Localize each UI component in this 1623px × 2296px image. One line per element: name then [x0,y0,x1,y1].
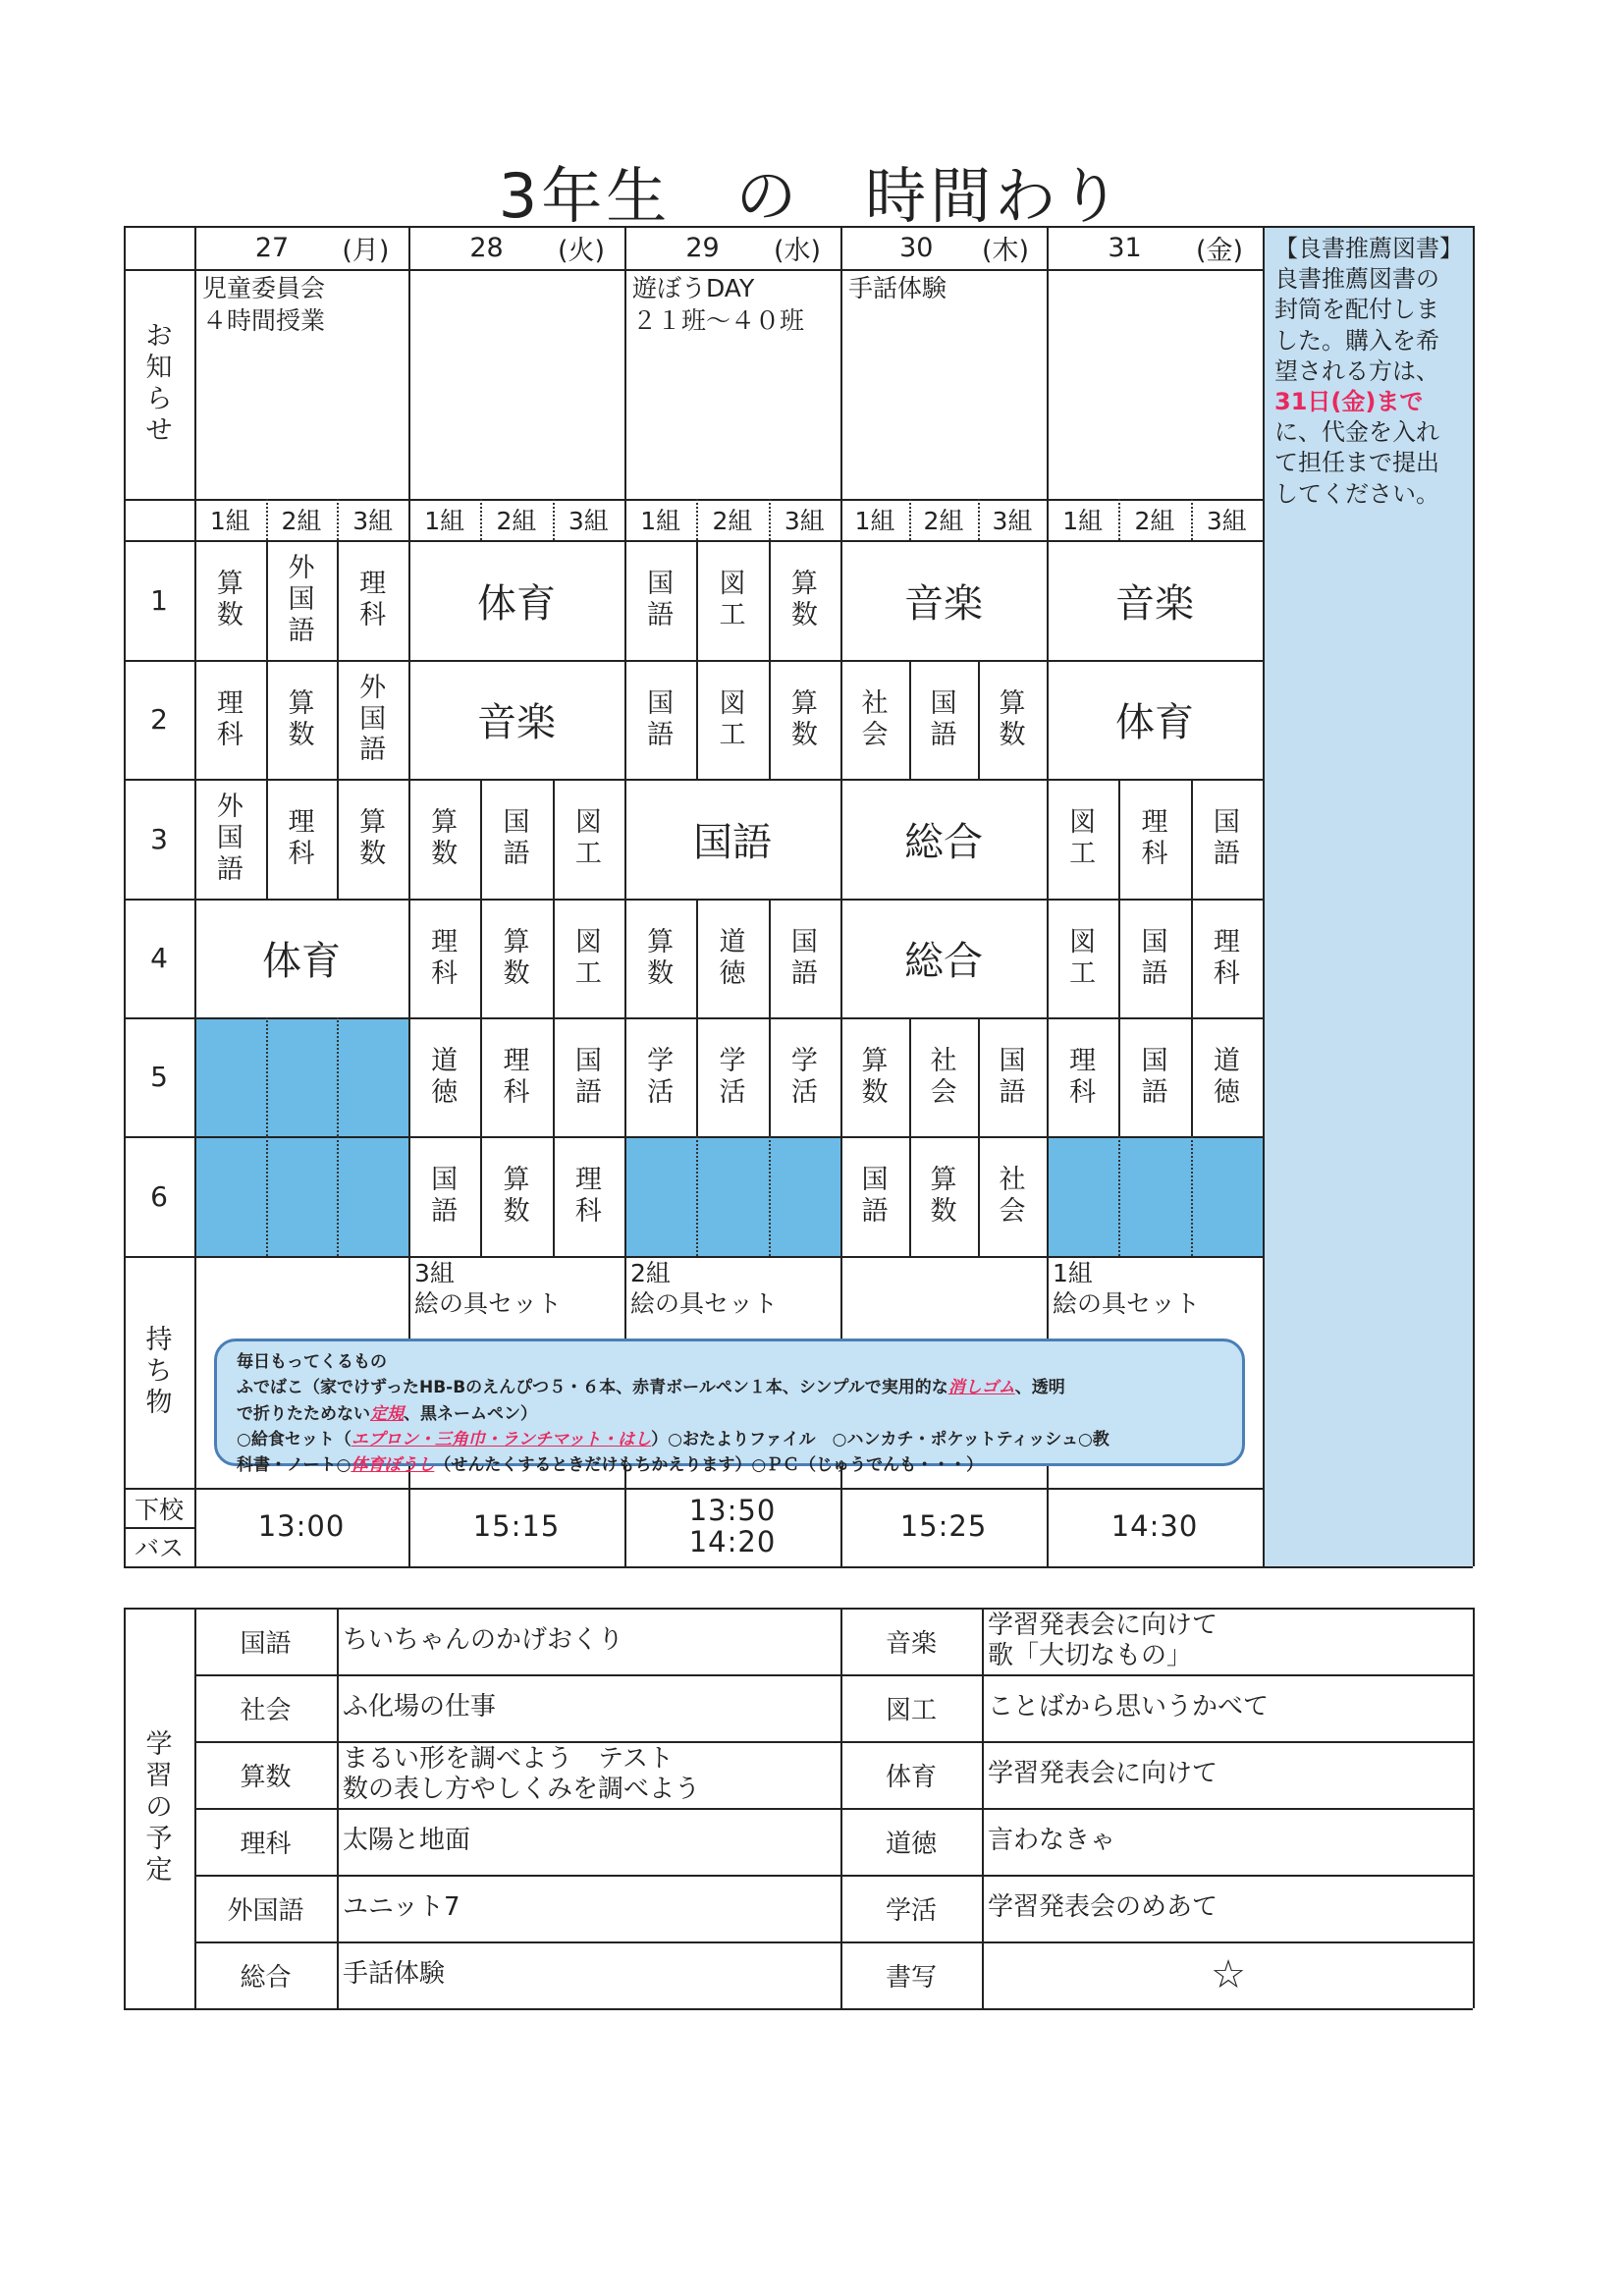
class-label: 3組 [352,507,394,535]
belongings-text: 3組 絵の具セット [414,1259,563,1319]
subject-all-classes: 総合 [904,939,983,984]
subject-cell: 社 会 [930,1045,957,1108]
notice-text: 手話体験 [848,274,947,302]
v-line [696,899,698,1017]
v-line [769,899,771,1017]
v-line [553,1017,555,1136]
side-note-text: 良書推薦図書の封筒を配付しました。購入を希望される方は、 [1274,265,1439,385]
subject-all-classes: 音楽 [904,580,983,627]
v-line [696,540,698,660]
dotted-line [553,499,555,540]
empty-period [1047,1136,1263,1256]
class-label: 1組 [640,507,681,535]
plan-v-line [1473,1608,1475,2008]
subject-cell: 国 語 [1141,1045,1168,1108]
subject-cell: 道 徳 [719,926,746,989]
subject-cell: 学 活 [647,1045,675,1108]
daily-line-4: 科書・ノート○体育ぼうし（せんたくするときだけもちかえります）○ＰＣ（じゅうでんも・・・） [237,1455,984,1476]
v-line [909,1136,911,1256]
dotted-line [978,499,980,540]
table-right [1473,226,1475,1566]
subject-cell: 図 工 [1069,926,1097,989]
dismissal-time: 13:50 14:20 [688,1494,777,1558]
v-line [909,660,911,779]
plan-subject-2: 学活 [885,1895,937,1926]
subject-cell: 算 数 [999,687,1026,750]
subject-all-classes: 音楽 [1115,580,1194,627]
subject-cell: 国 語 [647,569,675,630]
v-line [1191,1017,1193,1136]
empty-period [624,1136,840,1256]
h-line [124,540,1263,542]
plan-content-2: ☆ [1211,1952,1246,1997]
dismissal-time: 15:15 [472,1509,561,1544]
subject-all-classes: 総合 [904,819,983,865]
v-line [266,660,268,779]
table-bottom [124,1566,1473,1568]
dotted-line [266,1017,268,1136]
v-line [480,1017,482,1136]
dotted-line [696,1136,698,1256]
subject-cell: 外 国 語 [359,672,387,766]
subject-cell: 算 数 [216,569,243,630]
v-line [553,1136,555,1256]
plan-subject: 算数 [240,1762,292,1792]
v-line [266,540,268,660]
subject-cell: 理 科 [574,1165,602,1227]
day-date: 27 [254,232,290,263]
v-line [769,1017,771,1136]
dotted-line [1191,1136,1193,1256]
v-line [337,540,339,660]
subject-cell: 国 語 [790,926,818,989]
subject-cell: 算 数 [431,807,459,869]
dotted-line [266,1136,268,1256]
v-line [769,540,771,660]
subject-cell: 理 科 [1069,1045,1097,1108]
subject-cell: 図 工 [719,569,746,630]
dismissal-time: 15:25 [899,1509,988,1544]
subject-all-classes: 体育 [1115,700,1194,745]
plan-content: 太陽と地面 [343,1826,471,1856]
subject-cell: 図 工 [574,926,602,989]
subject-cell: 国 語 [1213,807,1240,869]
belongings-label: 持 ち 物 [145,1325,173,1418]
plan-subject-2: 書写 [885,1962,937,1993]
class-label: 2組 [712,507,753,535]
plan-v-line [337,1608,339,2008]
dotted-line [480,499,482,540]
h-line [124,499,1263,501]
day-date: 30 [899,232,934,263]
day-of-week: (水) [773,235,822,266]
dotted-line [337,499,339,540]
v-line [978,660,980,779]
bus-label: バス [134,1534,184,1562]
subject-all-classes: 体育 [262,939,341,984]
plan-bottom [124,2008,1473,2010]
class-label: 1組 [854,507,895,535]
subject-cell: 理 科 [216,687,243,750]
subject-cell: 外 国 語 [216,792,243,885]
plan-content-2: 言わなきゃ [988,1826,1116,1856]
plan-content: ふ化場の仕事 [343,1692,497,1722]
subject-cell: 理 科 [288,807,315,869]
subject-cell: 算 数 [288,687,315,750]
v-line [1118,899,1120,1017]
v-line [553,899,555,1017]
plan-v-line [982,1608,984,2008]
subject-cell: 外 国 語 [288,553,315,646]
plan-label: 学 習 の 予 定 [145,1729,173,1886]
day-of-week: (金) [1195,235,1244,266]
dotted-line [337,1017,339,1136]
plan-subject-2: 音楽 [885,1628,937,1659]
period-number: 3 [150,822,168,855]
v-line [480,779,482,899]
dismissal-time: 14:30 [1110,1509,1199,1544]
gekou-label: 下校 [134,1496,184,1524]
subject-cell: 算 数 [930,1165,957,1227]
subject-cell: 理 科 [503,1045,530,1108]
v-line [266,779,268,899]
period-number: 1 [150,583,168,617]
subject-cell: 国 語 [930,687,957,750]
subject-all-classes: 音楽 [477,700,556,745]
subject-cell: 国 語 [1141,926,1168,989]
dotted-line [1118,499,1120,540]
plan-subject: 外国語 [227,1895,304,1926]
subject-cell: 学 活 [790,1045,818,1108]
day-of-week: (木) [981,235,1030,266]
h-line [124,269,1263,271]
plan-content: 手話体験 [343,1959,446,1990]
daily-heading: 毎日もってくるもの [237,1352,387,1372]
subject-cell: 理 科 [1213,926,1240,989]
v-line [696,660,698,779]
v-line [696,1017,698,1136]
class-label: 2組 [1134,507,1175,535]
dotted-line [266,499,268,540]
subject-cell: 算 数 [359,807,387,869]
period-number: 6 [150,1179,168,1213]
belongings-text: 1組 絵の具セット [1053,1259,1201,1319]
plan-content-2: 学習発表会のめあて [988,1892,1218,1923]
v-line [480,1136,482,1256]
subject-cell: 社 会 [861,687,889,750]
class-label: 3組 [784,507,825,535]
class-label: 2組 [281,507,322,535]
v-line [978,1017,980,1136]
dotted-line [1118,1136,1120,1256]
subject-cell: 国 語 [861,1165,889,1227]
h-line [124,1256,1263,1258]
h-line [124,660,1263,662]
plan-subject-2: 道徳 [885,1829,937,1859]
v-line [978,1136,980,1256]
plan-content: まるい形を調べよう テスト 数の表し方やしくみを調べよう [343,1743,701,1804]
v-line [1118,1017,1120,1136]
class-label: 2組 [923,507,964,535]
daily-items-box [214,1339,1245,1476]
subject-cell: 社 会 [999,1165,1026,1227]
class-label: 3組 [992,507,1033,535]
v-line [553,779,555,899]
day-date: 31 [1108,232,1142,263]
subject-cell: 図 工 [574,807,602,869]
subject-cell: 道 徳 [1213,1045,1240,1108]
v-line [337,660,339,779]
plan-subject-2: 体育 [885,1762,937,1792]
daily-line-1: ふでばこ（家でけずったHB-Bのえんぴつ５・６本、赤青ボールペン１本、シンプルで実用的な消しゴム、透明 [237,1378,1065,1398]
v-line [909,1017,911,1136]
v-line [769,660,771,779]
side-note [1265,228,1471,516]
subject-cell: 算 数 [647,926,675,989]
plan-subject: 国語 [240,1628,292,1659]
h-line [124,1017,1263,1019]
period-number: 5 [150,1061,168,1093]
class-label: 1組 [1062,507,1104,535]
subject-cell: 国 語 [503,807,530,869]
dismissal-time: 13:00 [257,1509,346,1544]
daily-line-2: で折りたためない定規、黒ネームペン） [237,1403,537,1424]
table-left [124,226,126,1566]
v-line [480,899,482,1017]
subject-all-classes: 体育 [477,580,556,627]
empty-period [194,1017,408,1136]
plan-content-2: ことばから思いうかべて [988,1692,1270,1722]
subject-cell: 学 活 [719,1045,746,1108]
dotted-line [696,499,698,540]
day-of-week: (月) [342,235,390,266]
h-line [124,899,1263,901]
daily-line-3: ○給食セット（エプロン・三角巾・ランチマット・はし）○おたよりファイル ○ハンカチ・ポケットティッシュ○教 [237,1430,1109,1450]
subject-cell: 図 工 [1069,807,1097,869]
period-number: 4 [150,942,168,974]
side-note-deadline: 31日(金)まで [1274,387,1424,415]
class-label: 3組 [568,507,609,535]
class-label: 3組 [1206,507,1247,535]
day-date: 28 [469,232,504,263]
dotted-line [909,499,911,540]
dotted-line [769,499,771,540]
h-line [124,1136,1263,1138]
plan-subject-2: 図工 [885,1695,937,1725]
side-note-text-2: に、代金を入れて担任まで提出してください。 [1274,418,1439,508]
subject-cell: 図 工 [719,687,746,750]
plan-content: ユニット7 [343,1892,460,1923]
plan-content-2: 学習発表会に向けて 歌「大切なもの」 [988,1610,1218,1670]
subject-cell: 算 数 [790,569,818,630]
subject-cell: 算 数 [861,1045,889,1108]
subject-cell: 理 科 [359,569,387,630]
v-line [1191,899,1193,1017]
h-line [124,779,1263,781]
subject-cell: 算 数 [503,926,530,989]
dotted-line [769,1136,771,1256]
dotted-line [1191,499,1193,540]
plan-content: ちいちゃんのかげおくり [343,1625,624,1656]
plan-content-2: 学習発表会に向けて [988,1759,1218,1789]
belongings-text: 2組 絵の具セット [630,1259,779,1319]
notice-text: 児童委員会 ４時間授業 [202,274,326,335]
plan-subject: 社会 [240,1695,292,1725]
subject-all-classes: 国語 [693,819,772,865]
day-date: 29 [685,232,720,263]
subject-cell: 国 語 [999,1045,1026,1108]
subject-cell: 道 徳 [431,1045,459,1108]
notice-text: 遊ぼうDAY ２１班～４０班 [632,274,805,335]
subject-cell: 理 科 [431,926,459,989]
notice-label: お 知 ら せ [145,321,173,446]
empty-period [194,1136,408,1256]
plan-subject: 総合 [240,1962,292,1993]
v-line [1191,779,1193,899]
plan-subject: 理科 [240,1829,292,1859]
subject-cell: 国 語 [431,1165,459,1227]
side-note-heading: 【良書推薦図書】 [1274,235,1463,262]
subject-cell: 算 数 [503,1165,530,1227]
period-number: 2 [150,703,168,736]
h-line [124,1488,1263,1490]
class-label: 1組 [424,507,465,535]
page-title: 3年生 の 時間わり [498,160,1125,232]
day-of-week: (火) [557,235,606,266]
v-line [337,779,339,899]
subject-cell: 算 数 [790,687,818,750]
class-label: 1組 [209,507,250,535]
v-line [194,226,196,1566]
subject-cell: 国 語 [647,687,675,750]
v-line [1118,779,1120,899]
dotted-line [337,1136,339,1256]
h-line [124,1527,194,1529]
subject-cell: 理 科 [1141,807,1168,869]
class-label: 2組 [496,507,537,535]
subject-cell: 国 語 [574,1045,602,1108]
